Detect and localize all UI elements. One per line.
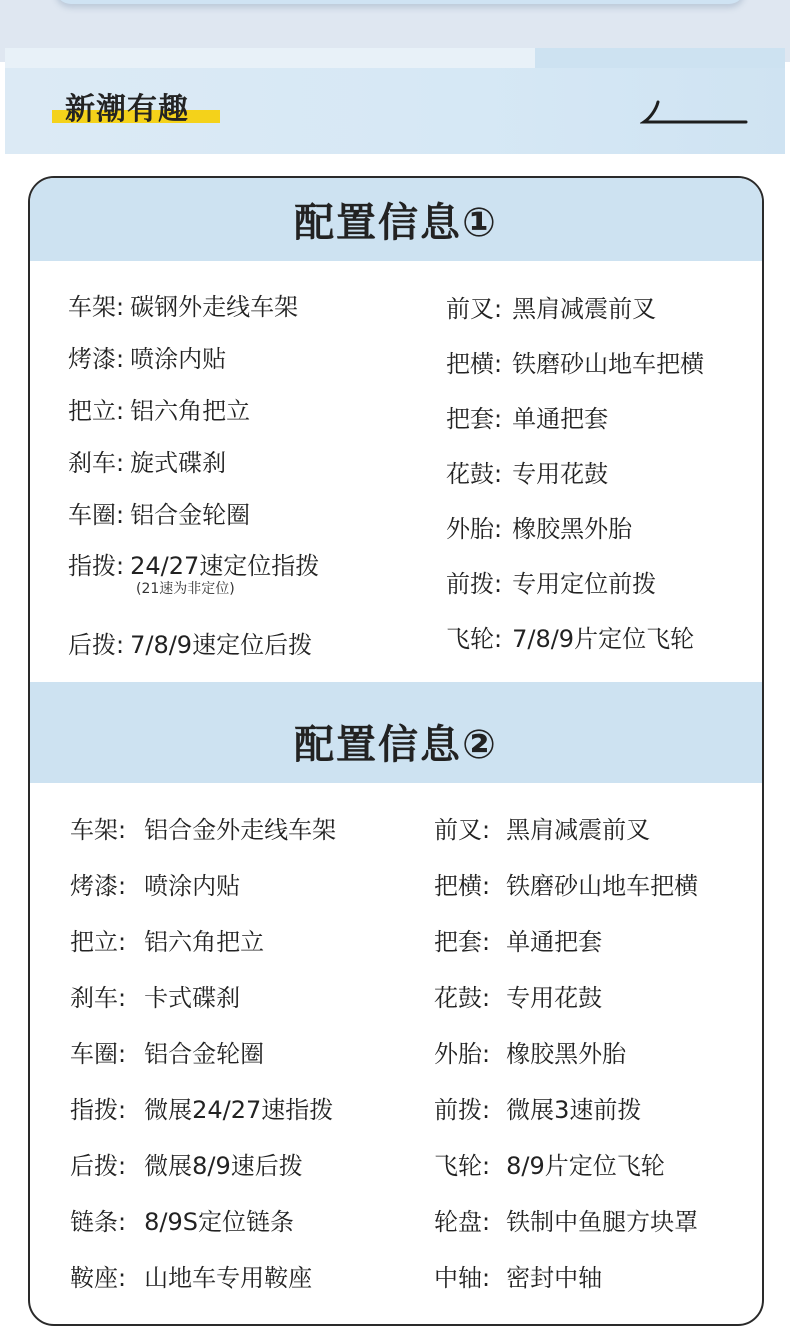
spec-label: 刹车: bbox=[68, 449, 125, 477]
spec-value: 铁磨砂山地车把横 bbox=[512, 350, 705, 378]
spec-value: 旋式碟刹 bbox=[130, 449, 227, 477]
spec-row bbox=[68, 339, 226, 374]
spec-value: 铝合金轮圈 bbox=[130, 501, 251, 529]
spec-label: 花鼓: bbox=[434, 984, 491, 1012]
spec-label: 刹车: bbox=[70, 984, 127, 1012]
spec-row bbox=[446, 454, 608, 489]
spec-panel bbox=[28, 176, 764, 1326]
spec-label: 车圈: bbox=[70, 1040, 127, 1068]
spec-row bbox=[68, 287, 298, 322]
spec-value: 铝合金外走线车架 bbox=[144, 816, 337, 844]
spec-label: 前拨: bbox=[446, 570, 503, 598]
spec-label: 飞轮: bbox=[434, 1152, 491, 1180]
spec-label: 后拨: bbox=[70, 1152, 127, 1180]
spec-row bbox=[70, 1090, 333, 1125]
spec-row bbox=[446, 564, 656, 599]
spec-row bbox=[434, 810, 650, 845]
spec-value: 24/27速定位指拨 bbox=[130, 552, 320, 580]
spec-value: 橡胶黑外胎 bbox=[506, 1040, 627, 1068]
spec-row bbox=[68, 495, 250, 530]
spec-value: 黑肩减震前叉 bbox=[512, 295, 657, 323]
spec-label: 车架: bbox=[68, 293, 125, 321]
spec-value: 单通把套 bbox=[512, 405, 609, 433]
spec-row bbox=[434, 978, 602, 1013]
spec-label: 花鼓: bbox=[446, 460, 503, 488]
spec-label: 前叉: bbox=[446, 295, 503, 323]
spec-value: 8/9S定位链条 bbox=[144, 1208, 294, 1236]
spec-label: 指拨: bbox=[68, 552, 125, 580]
spec-row bbox=[434, 1034, 626, 1069]
spec-label: 车圈: bbox=[68, 501, 125, 529]
spec-value: 单通把套 bbox=[506, 928, 603, 956]
spec-row bbox=[68, 391, 250, 426]
spec-row bbox=[434, 1146, 665, 1181]
spec-value: 微展3速前拨 bbox=[506, 1096, 642, 1124]
spec-label: 把横: bbox=[446, 350, 503, 378]
spec-value: 铁制中鱼腿方块罩 bbox=[506, 1208, 699, 1236]
spec-row bbox=[446, 399, 608, 434]
spec-value: 碳钢外走线车架 bbox=[130, 293, 299, 321]
spec-value: 7/8/9速定位后拨 bbox=[130, 631, 313, 659]
spec-value: 铝合金轮圈 bbox=[144, 1040, 265, 1068]
spec-value: 铝六角把立 bbox=[130, 397, 251, 425]
decorative-line-icon bbox=[640, 96, 750, 128]
spec-label: 前叉: bbox=[434, 816, 491, 844]
spec-value: 专用定位前拨 bbox=[512, 570, 657, 598]
spec-value: 铝六角把立 bbox=[144, 928, 265, 956]
spec-note: (21速为非定位) bbox=[136, 581, 235, 597]
spec-label: 把横: bbox=[434, 872, 491, 900]
section2-header bbox=[30, 682, 762, 783]
spec-row bbox=[446, 289, 656, 324]
spec-label: 飞轮: bbox=[446, 625, 503, 653]
spec-value: 橡胶黑外胎 bbox=[512, 515, 633, 543]
section1-header bbox=[30, 178, 762, 261]
spec-row bbox=[70, 866, 240, 901]
spec-label: 烤漆: bbox=[68, 345, 125, 373]
spec-label: 外胎: bbox=[446, 515, 503, 543]
spec-value: 密封中轴 bbox=[506, 1264, 603, 1292]
spec-row bbox=[446, 619, 694, 654]
spec-value: 卡式碟刹 bbox=[144, 984, 241, 1012]
spec-label: 鞍座: bbox=[70, 1264, 127, 1292]
spec-row bbox=[446, 344, 704, 379]
spec-value: 8/9片定位飞轮 bbox=[506, 1152, 665, 1180]
spec-label: 把立: bbox=[68, 397, 125, 425]
top-card-edge bbox=[55, 0, 745, 4]
spec-value: 专用花鼓 bbox=[512, 460, 609, 488]
spec-label: 车架: bbox=[70, 816, 127, 844]
spec-row bbox=[68, 443, 226, 478]
spec-label: 中轴: bbox=[434, 1264, 491, 1292]
spec-value: 黑肩减震前叉 bbox=[506, 816, 651, 844]
spec-label: 轮盘: bbox=[434, 1208, 491, 1236]
spec-row bbox=[70, 1146, 303, 1181]
spec-row bbox=[70, 1034, 264, 1069]
spec-value: 专用花鼓 bbox=[506, 984, 603, 1012]
spec-row bbox=[434, 1202, 698, 1237]
spec-label: 烤漆: bbox=[70, 872, 127, 900]
spec-value: 山地车专用鞍座 bbox=[144, 1264, 313, 1292]
spec-value: 7/8/9片定位飞轮 bbox=[512, 625, 695, 653]
spec-label: 前拨: bbox=[434, 1096, 491, 1124]
spec-value: 微展24/27速指拨 bbox=[144, 1096, 334, 1124]
spec-row bbox=[68, 546, 319, 581]
spec-value: 喷涂内贴 bbox=[144, 872, 241, 900]
section2-title: 配置信息② bbox=[294, 722, 498, 768]
spec-label: 后拨: bbox=[68, 631, 125, 659]
spec-label: 把套: bbox=[446, 405, 503, 433]
banner-title: 新潮有趣 bbox=[65, 92, 189, 127]
spec-row bbox=[434, 922, 602, 957]
spec-row bbox=[70, 922, 264, 957]
spec-label: 把套: bbox=[434, 928, 491, 956]
spec-row bbox=[446, 509, 632, 544]
spec-value: 微展8/9速后拨 bbox=[144, 1152, 303, 1180]
spec-row bbox=[434, 866, 698, 901]
spec-label: 把立: bbox=[70, 928, 127, 956]
section1-title: 配置信息① bbox=[294, 200, 498, 246]
spec-row bbox=[434, 1090, 641, 1125]
spec-row bbox=[70, 810, 336, 845]
spec-label: 指拨: bbox=[70, 1096, 127, 1124]
spec-row bbox=[70, 1258, 312, 1293]
spec-value: 铁磨砂山地车把横 bbox=[506, 872, 699, 900]
spec-label: 链条: bbox=[70, 1208, 127, 1236]
spec-row bbox=[68, 625, 312, 660]
spec-label: 外胎: bbox=[434, 1040, 491, 1068]
spec-row bbox=[70, 978, 240, 1013]
spec-row bbox=[70, 1202, 294, 1237]
spec-row bbox=[434, 1258, 602, 1293]
spec-value: 喷涂内贴 bbox=[130, 345, 227, 373]
